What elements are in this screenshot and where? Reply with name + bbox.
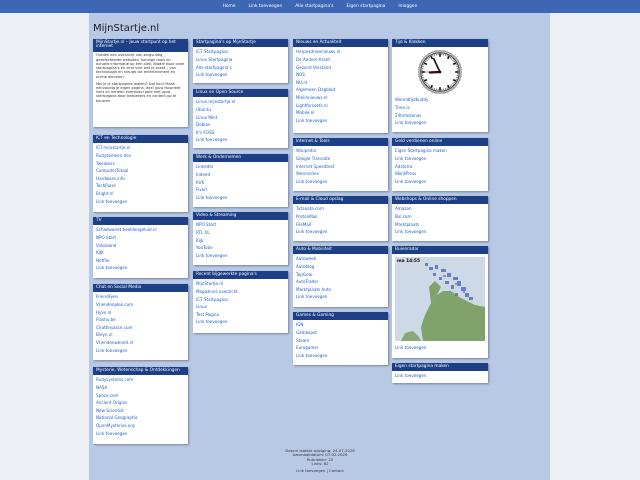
link-linux-startpagina[interactable]: Linux Startpagina — [196, 57, 233, 63]
intro-text-2: Mis je je startpagina maken? Dat kan! Maak eenvoudig je eigen pagina, deel jouw favoriete links en verdien eventueel geld met jouw startpagina door bezoekers en content op te bouwen. — [96, 81, 181, 103]
link-kijk[interactable]: Kijk — [196, 237, 204, 243]
add-link-button[interactable]: Link toevoegen — [395, 120, 427, 126]
link-techpulse[interactable]: TechPulse — [96, 183, 116, 189]
link-tweakers[interactable]: Tweakers — [96, 160, 115, 166]
link-alle-startpagina-s[interactable]: Alle startpagina's — [196, 64, 232, 70]
add-link-button[interactable]: Link toevoegen — [395, 178, 427, 184]
radar-map-icon — [395, 257, 485, 341]
link-lightforsoefs-nl[interactable]: Lightforsoefs.nl — [296, 102, 328, 108]
link-kijk[interactable]: KIJK — [96, 250, 104, 256]
add-link-button[interactable]: Link toevoegen — [196, 137, 228, 143]
panel-geld-verdienen-online — [392, 138, 488, 191]
panel-title: Video & Streaming — [193, 212, 288, 220]
panel-werk-ondernemen — [193, 154, 288, 207]
radar-time: ma 14:55 — [397, 258, 421, 264]
add-link-button[interactable]: Link toevoegen — [196, 72, 228, 78]
link-national-geographic[interactable]: National Geographic — [96, 415, 138, 421]
link-eigen-startpagina-maken[interactable]: Eigen Startpagina maken — [395, 148, 447, 154]
link-ign[interactable]: IGN — [296, 322, 304, 328]
panel-title: Webshops & Online shoppen — [392, 196, 488, 204]
add-link-button[interactable]: Link toevoegen — [196, 319, 228, 325]
panel-games-gaming — [293, 312, 388, 365]
intro-text-1: Ontdek een overzicht van zorgvuldig geselecteerde websites, handige tools en actuele informatie op één plek. Blader door onze startpagina's en vind snel wat je zoekt – van technologie en nieuws tot entertainment en online diensten. — [96, 53, 185, 79]
link-kvk[interactable]: KVK — [196, 179, 205, 185]
link-computertotaal[interactable]: ComputerTotaal — [96, 168, 129, 174]
link-test-pagina[interactable]: Test Pagina — [196, 311, 219, 317]
nav-home[interactable]: Home — [222, 4, 236, 9]
panel-title: Chat en Social Media — [93, 284, 188, 292]
link-rtl-xl[interactable]: RTL XL — [196, 230, 210, 236]
intro-title: MijnStartje.nl – Jouw startpunt op het internet — [93, 39, 188, 52]
nav-eigen-startpagina[interactable]: Eigen startpagina — [346, 4, 386, 9]
add-link-button[interactable]: Link toevoegen — [296, 294, 328, 300]
link-ict-startpagina[interactable]: ICT Startpagina — [196, 49, 228, 55]
footer-line: Datum laatste wijziging: 24-07-2026 — [285, 448, 355, 453]
footer — [0, 449, 640, 473]
link-ubuntu[interactable]: Ubuntu — [196, 107, 211, 113]
link-npo-start[interactable]: NPO Start — [196, 222, 217, 228]
add-link-button[interactable]: Link toevoegen — [296, 178, 328, 184]
link-space-com[interactable]: Space.com — [96, 392, 119, 398]
panel-title: Internet & Tools — [293, 138, 388, 146]
footer-links[interactable]: Link toevoegen | Contact — [296, 468, 344, 474]
link-google-translate[interactable]: Google Translate — [296, 156, 331, 162]
link-steam[interactable]: Steam — [296, 337, 310, 343]
link-algemeen-dagblad[interactable]: Algemeen Dagblad — [296, 87, 336, 93]
link-linkedin[interactable]: LinkedIn — [196, 164, 214, 170]
panel-title: Startpagina's op MijnStartje — [193, 39, 288, 47]
footer-line: Rubrieken: 20 — [306, 456, 334, 462]
panel-chat-en-social-media — [93, 284, 188, 360]
site-title[interactable]: MijnStartje.nl — [93, 23, 160, 34]
panel-nieuws-en-actualiteit — [293, 39, 388, 133]
link-fiverr[interactable]: Fiverr — [196, 187, 208, 193]
panel-title: Geld verdienen online — [392, 138, 488, 146]
footer-line: Links: 82 — [311, 460, 329, 466]
link-nos[interactable]: NOS — [296, 72, 305, 78]
panel-title: Games & Gaming — [293, 312, 388, 320]
link-mobile-nl[interactable]: Mobile.nl — [296, 110, 315, 116]
link-vriendenwereld-nl[interactable]: Vriendenwereld.nl — [96, 340, 134, 346]
add-link-button[interactable]: Link toevoegen — [96, 430, 128, 436]
nav-inloggen[interactable]: Inloggen — [398, 4, 418, 9]
panel-tv — [93, 217, 188, 278]
add-link-button[interactable]: Link toevoegen — [96, 265, 128, 271]
add-link-button[interactable]: Link toevoegen — [196, 194, 228, 200]
link-youtube[interactable]: YouTube — [196, 245, 213, 251]
panel-title: Eigen startpagina maken — [392, 363, 488, 371]
panel-title: Mysterie, Wetenschap & Ontdekkingen — [93, 367, 188, 375]
add-link-button[interactable]: Link toevoegen — [96, 347, 128, 353]
link-npo-start[interactable]: NPO Start — [96, 235, 117, 241]
link-bleyn-nl[interactable]: Bleyn.nl — [96, 332, 113, 338]
link-adsterra[interactable]: Adsterra — [395, 163, 413, 169]
panel-auto-mobiliteit — [293, 246, 388, 307]
link-topgear[interactable]: TopGear — [296, 271, 313, 277]
nav-link-toevoegen[interactable]: Link toevoegen — [248, 4, 283, 9]
link-eurogamer[interactable]: Eurogamer — [296, 345, 319, 351]
link-rudysbeleen-dev[interactable]: Rudysbeleen.dev — [96, 153, 132, 159]
link-bright-nl[interactable]: Bright.nl — [96, 191, 114, 197]
link-marktplaats[interactable]: Marktplaats — [395, 221, 420, 227]
clock-face-icon — [417, 49, 463, 95]
panel-title: ICT en Technologie — [93, 135, 188, 143]
panel-linux-en-open-source — [193, 89, 288, 148]
panel-title: Werk & Ondernemen — [193, 154, 288, 162]
link-rudysystems-com[interactable]: Rudysystems.com — [96, 377, 134, 383]
link-magazines-overzicht[interactable]: Magazines overzicht — [196, 289, 238, 295]
link-ict-mijnstartje-nl[interactable]: ICT.mijnstartje.nl — [96, 145, 131, 151]
link-ancient-origins[interactable]: Ancient Origins — [96, 400, 128, 406]
link-weeronline[interactable]: Weeronline — [296, 171, 319, 177]
link-gezond-verstand[interactable]: Gezond Verstand — [296, 64, 331, 70]
link-autoweek[interactable]: Autoweek — [296, 256, 317, 262]
link-hyvo-nl[interactable]: Hyvo.nl — [96, 309, 112, 315]
link-indeed[interactable]: Indeed — [196, 172, 211, 178]
analog-clock — [392, 49, 488, 95]
link-nu-nl[interactable]: NU.nl — [296, 79, 308, 85]
panel-title: TV — [93, 217, 188, 225]
link-linux-mint[interactable]: Linux Mint — [196, 114, 218, 120]
link-linux-mijnstartje-nl[interactable]: Linux.mijnstartje.nl — [196, 99, 236, 105]
panel-internet-tools — [293, 138, 388, 191]
panel-startpagina-s-op-mijnstartje — [193, 39, 288, 83]
add-link-button[interactable]: Link toevoegen — [395, 345, 427, 351]
weather-radar-map[interactable] — [395, 257, 485, 341]
link-autotrader[interactable]: AutoTrader — [296, 279, 319, 285]
panel-buienradar — [392, 246, 488, 358]
add-link-button[interactable]: Link toevoegen — [395, 373, 427, 379]
nav-alle-startpaginas[interactable]: Alle startpagina's — [295, 4, 334, 9]
link-wereldtijdbuddy[interactable]: Wereldtijdbuddy — [395, 97, 429, 103]
panel-title: Nieuws en Actualiteit — [293, 39, 388, 47]
link-24timezones[interactable]: 24timezones — [395, 112, 422, 118]
panel-title: Recent bijgewerkte pagina's — [193, 271, 288, 279]
panel-eigen-startpagina-maken — [392, 363, 488, 383]
link-mijnstartje-nl[interactable]: MijnStartje.nl — [196, 281, 224, 287]
panel-title: Auto & Mobiliteit — [293, 246, 388, 254]
link-nasa[interactable]: NASA — [96, 385, 108, 391]
link-de-andere-krant[interactable]: De Andere Krant — [296, 57, 330, 63]
link-miniinnieuws-nl[interactable]: Miniinnieuws.nl — [296, 95, 328, 101]
link-gamespot[interactable]: Gamespot — [296, 330, 318, 336]
panel-recent-bijgewerkte-pagina-s — [193, 271, 288, 333]
link-netflix[interactable]: Netflix — [96, 257, 110, 263]
link-new-scientist[interactable]: New Scientist — [96, 407, 124, 413]
panel-title: Tijd & Klokken — [392, 39, 488, 47]
add-link-button[interactable]: Link toevoegen — [395, 229, 427, 235]
left-gutter — [0, 0, 89, 480]
right-gutter — [550, 0, 640, 480]
link-tutanota-com[interactable]: Tutanota.com — [296, 206, 324, 212]
link-ict-startpagina[interactable]: ICT Startpagina — [196, 296, 228, 302]
panel-title: Linux en Open Source — [193, 89, 288, 97]
link-protonmail[interactable]: ProtonMail — [296, 214, 318, 220]
panel-title: Buienradar — [392, 246, 488, 254]
panel-mysterie-wetenschap-ontdekkingen — [93, 367, 188, 444]
link-debian[interactable]: Debian — [196, 122, 211, 128]
link-bol-com[interactable]: Bol.com — [395, 214, 412, 220]
panel-e-mail-cloud-opslag — [293, 196, 388, 241]
add-link-button[interactable]: Link toevoegen — [395, 156, 427, 162]
panel-ict-en-technologie — [93, 135, 188, 212]
link-schaduwnet-beeldengeluid-nl[interactable]: Schaduwnet beeldengeluid.nl — [96, 227, 157, 233]
add-link-button[interactable]: Link toevoegen — [96, 198, 128, 204]
link-videoland[interactable]: Videoland — [96, 242, 117, 248]
link-linux[interactable]: Linux — [196, 304, 208, 310]
link-internet-speedtest[interactable]: Internet Speedtest — [296, 163, 335, 169]
link-amazon[interactable]: Amazon — [395, 206, 412, 212]
link-herpesdrieenieuws-nl[interactable]: Herpesdrieenieuws.nl — [296, 49, 341, 55]
add-link-button[interactable]: Link toevoegen — [196, 252, 228, 258]
panel-webshops-online-shoppen — [392, 196, 488, 241]
panel-title: E-mail & Cloud opslag — [293, 196, 388, 204]
panel-video-streaming — [193, 212, 288, 265]
link-it-s-foss[interactable]: It's FOSS — [196, 129, 215, 135]
link-autoblog[interactable]: Autoblog — [296, 264, 315, 270]
add-link-button[interactable]: Link toevoegen — [296, 117, 328, 123]
link-wordpress[interactable]: WordPress — [395, 171, 417, 177]
footer-line: Aanmaakdatum: 07-02-2026 — [292, 452, 348, 458]
link-vriendenplek-com[interactable]: Vriendenplek.com — [96, 302, 134, 308]
link-openmysteries-org[interactable]: OpenMysteries.org — [96, 423, 135, 429]
add-link-button[interactable]: Link toevoegen — [296, 229, 328, 235]
link-wikipedia[interactable]: Wikipedia — [296, 148, 316, 154]
intro-panel — [93, 39, 188, 127]
link-friendfyen[interactable]: FriendFyen — [96, 294, 119, 300]
panel-tijd-klokken — [392, 39, 488, 132]
top-navigation — [0, 0, 640, 13]
link-chatterplace-com[interactable]: Chatterplace.com — [96, 324, 133, 330]
link-flashu-be[interactable]: Flashu.be — [96, 317, 116, 323]
link-time-is[interactable]: Time.is — [395, 105, 410, 111]
link-marktplaats-auto[interactable]: Marktplaats Auto — [296, 286, 331, 292]
link-hardware-info[interactable]: Hardware.info — [96, 175, 125, 181]
link-filemail[interactable]: FileMail — [296, 221, 312, 227]
add-link-button[interactable]: Link toevoegen — [296, 352, 328, 358]
